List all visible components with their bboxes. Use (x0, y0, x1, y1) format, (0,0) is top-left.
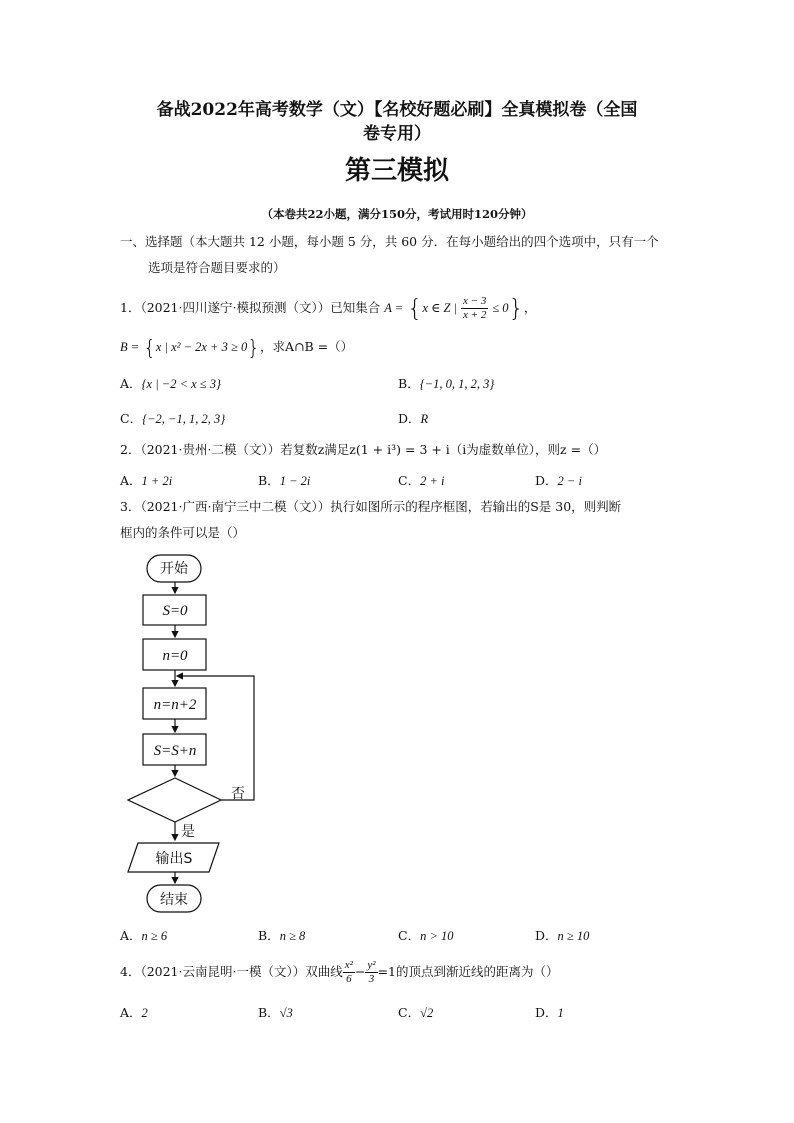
q4-option-b[interactable] (258, 1003, 293, 1021)
q4-option-c[interactable] (398, 1003, 433, 1021)
q2-option-c-label: C． (398, 473, 421, 488)
q1-option-d-text: R (420, 412, 429, 426)
exam-title-line2: 卷专用） (363, 124, 431, 144)
flow-acc-label: S=S+n (153, 743, 197, 759)
q3-option-a-text: n ≥ 6 (141, 929, 168, 943)
flow-s0-label: S=0 (162, 603, 188, 619)
q1-prefix: 1．（2021·四川遂宁·模拟预测（文））已知集合 (120, 300, 381, 315)
q4-prefix: 4．（2021·云南昆明·一模（文））双曲线 (120, 964, 343, 979)
q3-option-d-label: D． (535, 928, 558, 943)
q1-setA-label: A = (384, 301, 404, 315)
q4-option-a[interactable] (120, 1003, 148, 1021)
q2-option-d-text: 2 − i (557, 474, 582, 488)
exam-subtitle: 第三模拟 (344, 156, 449, 186)
q3-option-c-label: C． (398, 928, 421, 943)
q4-option-b-text: √3 (279, 1006, 293, 1020)
q2-option-b-text: 1 − 2i (279, 474, 311, 488)
flow-end-label: 结束 (160, 892, 188, 908)
q3-option-d[interactable] (535, 926, 589, 944)
q3-option-a-label: A． (120, 928, 142, 943)
q3-option-b-text: n ≥ 8 (279, 929, 306, 943)
q3-option-b[interactable] (258, 926, 305, 944)
q3-option-b-label: B． (258, 928, 280, 943)
q4-option-d-text: 1 (557, 1006, 564, 1020)
q1-option-c-label: C． (120, 411, 143, 426)
q1-option-a-text: {x | −2 < x ≤ 3} (141, 377, 222, 391)
q4-option-c-text: √2 (420, 1006, 434, 1020)
q4-option-d-label: D． (535, 1005, 558, 1020)
q1-frac-den: x + 2 (463, 309, 487, 321)
q2-option-a-label: A． (120, 473, 142, 488)
flow-no-label: 否 (231, 786, 245, 802)
q1-brace-left: { (407, 294, 423, 323)
exam-note: （本卷共22小题，满分150分，考试用时120分钟） (261, 207, 533, 221)
section1-line2: 选项是符合题目要求的） (148, 260, 286, 275)
q1-question: ，求A∩B =（） (259, 339, 354, 354)
q4-option-b-label: B． (258, 1005, 280, 1020)
q4-option-d[interactable] (535, 1003, 564, 1021)
exam-title-line1: 备战2022年高考数学（文）【名校好题必刷】全真模拟卷（全国 (156, 100, 638, 120)
q1-option-b-text: {−1, 0, 1, 2, 3} (419, 377, 495, 391)
q4-frac2-den: 3 (368, 973, 375, 985)
q4-option-a-text: 2 (141, 1006, 148, 1020)
q2-option-a-text: 1 + 2i (141, 474, 173, 488)
q1-frac-num: x − 3 (463, 295, 487, 307)
q1-option-a-label: A． (120, 376, 142, 391)
q2-stem: 2．（2021·贵州·二模（文））若复数z满足z(1 + i³) = 3 + i（i为虚数单位），则z =（） (120, 442, 607, 457)
flow-output-label: 输出S (155, 851, 193, 867)
q4-fraction-x (343, 959, 355, 986)
flow-n0-label: n=0 (162, 648, 188, 664)
q4-minus: − (354, 964, 366, 979)
q1-setA-cond: x ∈ Z | (422, 301, 458, 315)
q1-option-d-label: D． (398, 411, 421, 426)
q4-suffix: =1的顶点到渐近线的距离为（） (377, 964, 559, 979)
q3-option-d-text: n ≥ 10 (557, 929, 590, 943)
q4-option-c-label: C． (398, 1005, 421, 1020)
q3-stem-line1: 3．（2021·广西·南宁三中二模（文））执行如图所示的程序框图，若输出的S是 30，则判断 (120, 499, 622, 514)
q1-option-b-label: B． (398, 376, 420, 391)
q1-comma: ， (523, 300, 537, 315)
flow-step-label: n=n+2 (153, 697, 197, 713)
flow-start-label: 开始 (160, 561, 188, 577)
q3-stem-line2: 框内的条件可以是（） (120, 525, 246, 540)
q3-option-a[interactable] (120, 926, 167, 944)
q1-setB-brace-right: } (247, 335, 260, 360)
q4-fraction-y (365, 959, 377, 986)
flow-loop-back (177, 676, 254, 800)
q3-option-c[interactable] (398, 926, 454, 944)
q2-option-b-label: B． (258, 473, 280, 488)
q1-setB-brace-left: { (143, 335, 156, 360)
q1-setB-body: x | x² − 2x + 3 ≥ 0 (155, 340, 248, 354)
q3-option-c-text: n > 10 (420, 929, 454, 943)
q1-brace-right: } (508, 294, 524, 323)
q4-frac1-den: 6 (346, 973, 352, 985)
section1-line1: 一、选择题（本大题共 12 小题，每小题 5 分，共 60 分．在每小题给出的四个选项中，只有一个 (120, 234, 659, 249)
q2-option-c-text: 2 + i (420, 474, 445, 488)
q1-setB-label: B = (120, 340, 140, 354)
q4-frac1-num: x² (344, 959, 353, 971)
q1-option-c-text: {−2, −1, 1, 2, 3} (142, 412, 226, 426)
flow-decision-node (128, 778, 221, 822)
flow-yes-label: 是 (181, 824, 195, 840)
q4-frac2-num: y² (367, 959, 376, 971)
q2-option-d-label: D． (535, 473, 558, 488)
q1-frac-tail: ≤ 0 (492, 301, 509, 315)
q4-option-a-label: A． (120, 1005, 142, 1020)
q4-stem (120, 957, 559, 987)
